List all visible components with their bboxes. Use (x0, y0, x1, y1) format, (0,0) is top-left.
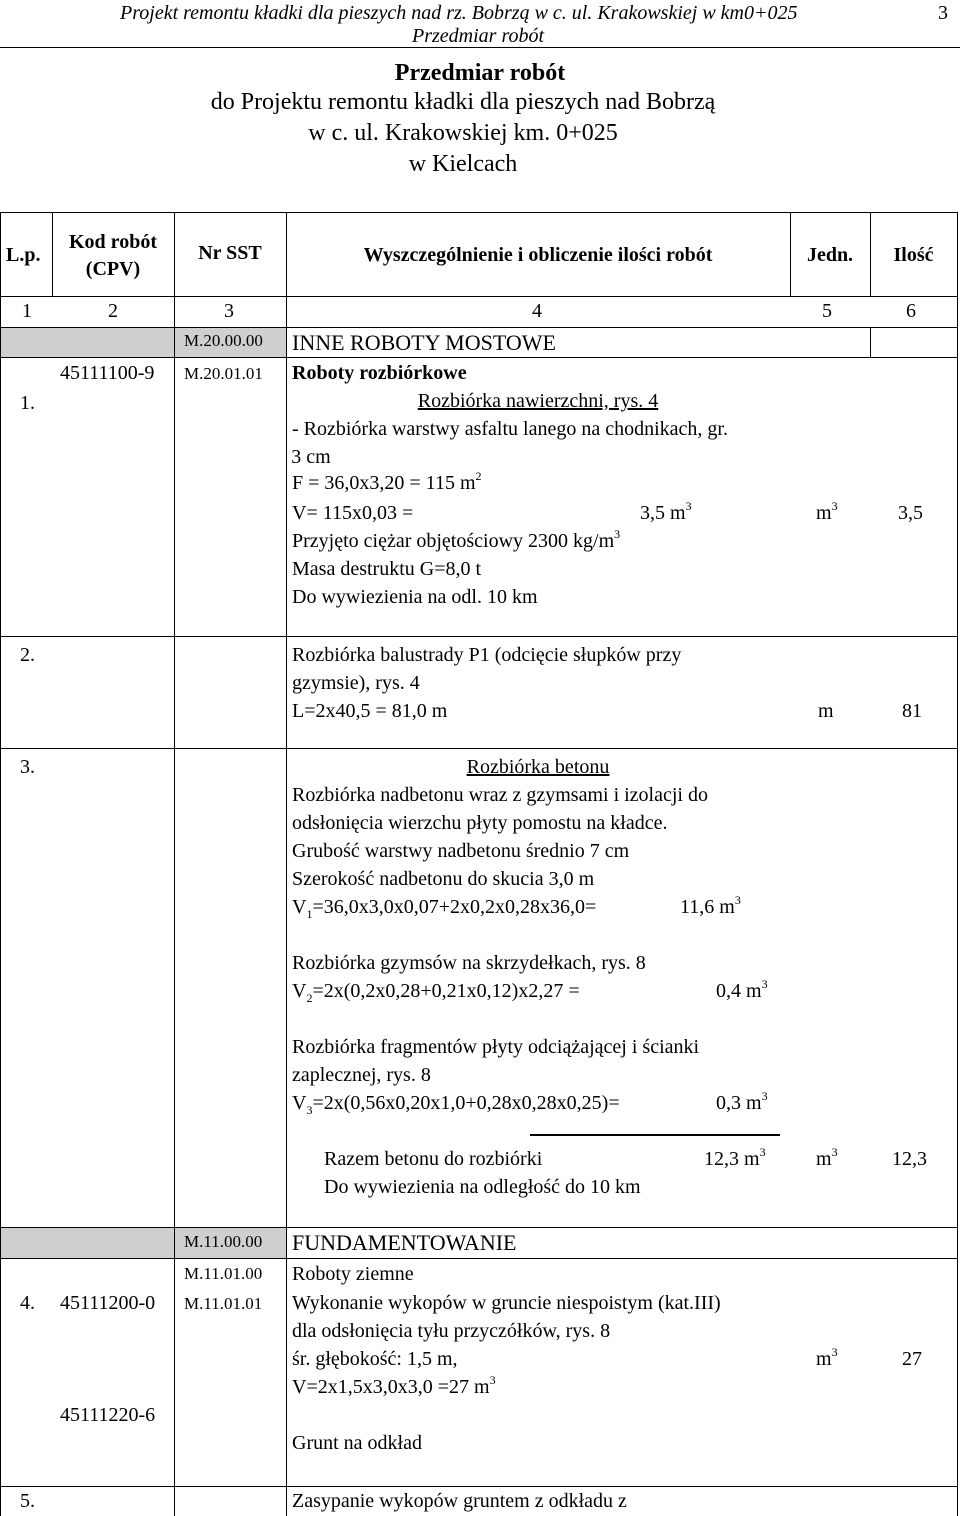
item2-line1: Rozbiórka balustrady P1 (odcięcie słupków przy (292, 644, 682, 666)
item4-cpv1: 45111200-0 (60, 1292, 156, 1314)
item4-qty: 27 (902, 1348, 922, 1370)
item1-qty: 3,5 (898, 502, 923, 524)
item3-bottom-border (0, 1227, 958, 1228)
item2-lp: 2. (20, 644, 35, 666)
subsection2-title: Roboty ziemne (292, 1263, 414, 1285)
subsection1-sst: M.20.01.01 (184, 364, 263, 383)
item4-cpv2: 45111220-6 (60, 1404, 156, 1426)
header-sst: Nr SST (198, 242, 262, 264)
subsection1-cpv: 45111100-9 (60, 362, 155, 384)
running-header-line2: Przedmiar robót (412, 25, 545, 47)
item5-line1: Zasypanie wykopów gruntem z odkładu z (292, 1490, 627, 1512)
col-divider-5-section1 (870, 327, 871, 357)
section1-bottom-border (0, 357, 958, 358)
item3-line7: zaplecznej, rys. 8 (292, 1064, 431, 1086)
col-number-3: 3 (224, 300, 234, 322)
item4-line1: Wykonanie wykopów w gruncie niespoistym (kat.III) (292, 1292, 721, 1314)
header-kod-line2: (CPV) (85, 258, 141, 280)
item4-line5: Grunt na odkład (292, 1432, 422, 1454)
item4-bottom-border (0, 1486, 958, 1487)
item1-heading: Rozbiórka nawierzchni, rys. 4 (417, 390, 659, 412)
item4-line2: dla odsłonięcia tyłu przyczółków, rys. 8 (292, 1320, 611, 1342)
title-line2: do Projektu remontu kładki dla pieszych nad Bobrzą (210, 89, 716, 115)
item3-line2: odsłonięcia wierzchu płyty pomostu na kładce. (292, 812, 668, 834)
table-right-border (957, 212, 958, 1516)
running-header-line1: Projekt remontu kładki dla pieszych nad rz. Bobrzą w c. ul. Krakowskiej w km0+025 (120, 2, 798, 24)
item4-lp: 4. (20, 1292, 35, 1314)
col-number-2: 2 (108, 300, 118, 322)
title-line4: w Kielcach (408, 151, 518, 177)
col-number-4: 4 (532, 300, 542, 322)
col-number-1: 1 (22, 300, 32, 322)
item3-v1-value: 11,6 $m^3$ (680, 893, 741, 918)
header-quantity: Ilość (893, 244, 934, 266)
header-unit: Jedn. (806, 244, 854, 266)
subsection2-sst: M.11.01.00 (184, 1264, 263, 1283)
item3-line3: Grubość warstwy nadbetonu średnio 7 cm (292, 840, 630, 862)
item1-line1: - Rozbiórka warstwy asfaltu lanego na chodnikach, gr. (292, 418, 728, 440)
section2-bottom-border (0, 1258, 958, 1259)
item1-line2: 3 cm (291, 446, 331, 468)
col-number-5: 5 (822, 300, 832, 322)
item3-unit: $m^3$ (816, 1145, 838, 1170)
item3-line4: Szerokość nadbetonu do skucia 3,0 m (292, 868, 595, 890)
page-title: Przedmiar robót (394, 60, 566, 86)
item4-line3: śr. głębokość: 1,5 m, (292, 1348, 458, 1370)
item2-unit: m (818, 700, 834, 722)
item1-lp: 1. (20, 392, 35, 414)
item3-transport: Do wywiezienia na odległość do 10 km (324, 1176, 641, 1198)
header-lp: L.p. (6, 244, 41, 266)
item4-line4: V=2x1,5x3,0x3,0 =27 $m^3$ (292, 1373, 496, 1398)
item2-bottom-border (0, 748, 958, 749)
col-number-6: 6 (906, 300, 916, 322)
page-number: 3 (938, 2, 948, 24)
item3-line5: Rozbiórka gzymsów na skrzydełkach, rys. 8 (292, 952, 646, 974)
item1-line6: Masa destruktu G=8,0 t (292, 558, 482, 580)
subsection1-title: Roboty rozbiórkowe (292, 362, 467, 384)
item1-line4a: V= 115x0,03 = (292, 502, 414, 524)
item1-line5: Przyjęto ciężar objętościowy 2300 $kg/m^3$ (292, 527, 621, 552)
table-top-border (0, 212, 958, 213)
sum-rule (530, 1134, 780, 1136)
item3-qty: 12,3 (892, 1148, 927, 1170)
item3-v3-value: 0,3 $m^3$ (716, 1089, 768, 1114)
section1-title: INNE ROBOTY MOSTOWE (292, 330, 556, 355)
section2-sst: M.11.00.00 (184, 1232, 263, 1251)
item3-v2-formula: $V_2=2x(0,2x0,28+0,21x0,12)x2,27$ = (292, 980, 580, 1005)
item3-line1: Rozbiórka nadbetonu wraz z gzymsami i izolacji do (292, 784, 708, 806)
item3-v3-formula: $V_3=2x(0,56x0,20x1,0+0,28x0,28x0,25)=$ (292, 1092, 620, 1117)
col-numbers-bottom-border (0, 327, 958, 328)
item5-lp: 5. (20, 1490, 35, 1512)
item3-line6: Rozbiórka fragmentów płyty odciążającej i ścianki (292, 1036, 700, 1058)
item1-line3: F = 36,0x3,20 = 115 $m^2$ (292, 469, 482, 494)
item3-total-label: Razem betonu do rozbiórki (324, 1148, 543, 1170)
col-divider-2 (174, 212, 175, 1516)
item3-v2-value: 0,4 $m^3$ (716, 977, 768, 1002)
item1-bottom-border (0, 636, 958, 637)
header-rule (0, 47, 960, 48)
item4-unit: $m^3$ (816, 1345, 838, 1370)
item1-line7: Do wywiezienia na odl. 10 km (292, 586, 538, 608)
table-left-border (0, 212, 1, 1516)
item3-heading: Rozbiórka betonu (466, 756, 610, 778)
col-divider-1-header (52, 212, 53, 296)
header-bottom-border (0, 296, 958, 297)
item2-qty: 81 (902, 700, 922, 722)
item3-v1-formula: $V_1=36,0x3,0x0,07+2x0,2x0,28x36,0=$ (292, 896, 597, 921)
header-description: Wyszczególnienie i obliczenie ilości robót (363, 244, 713, 266)
item1-line4b: 3,5 $m^3$ (640, 499, 692, 524)
section1-sst: M.20.00.00 (184, 331, 263, 350)
item4-sst: M.11.01.01 (184, 1294, 263, 1313)
section2-title: FUNDAMENTOWANIE (292, 1230, 517, 1255)
item2-line2: gzymsie), rys. 4 (292, 672, 420, 694)
item3-lp: 3. (20, 756, 35, 778)
item2-line3: L=2x40,5 = 81,0 m (292, 700, 448, 722)
title-line3: w c. ul. Krakowskiej km. 0+025 (308, 120, 618, 146)
item1-unit: $m^3$ (816, 499, 838, 524)
item3-total-value: 12,3 $m^3$ (704, 1145, 766, 1170)
header-kod-line1: Kod robót (69, 231, 157, 253)
